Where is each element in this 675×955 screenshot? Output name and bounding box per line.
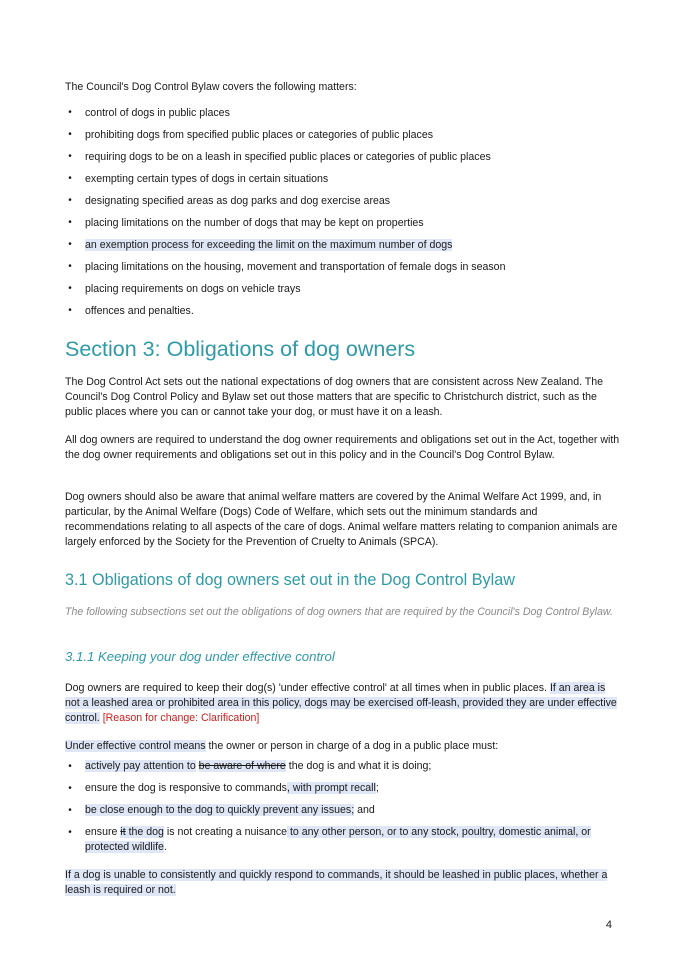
list-item: • designating specified areas as dog parks and dog exercise areas [65,190,620,212]
bullet-icon: • [68,261,72,272]
definition-paragraph: Under effective control means the owner or person in charge of a dog in a public place must: [65,740,499,752]
added-text: an exemption process for exceeding the limit on the maximum number of dogs [85,239,453,251]
section-3-heading: Section 3: Obligations of dog owners [65,337,416,361]
added-text: the dog [125,826,164,838]
list-item: • exempting certain types of dogs in certain situations [65,168,620,190]
effective-control-list [65,759,620,855]
added-text: , with prompt recall [286,782,376,794]
list-item: • be close enough to the dog to quickly prevent any issues; and [65,803,620,818]
bullet-icon: • [68,217,72,228]
added-text: actively pay attention to [85,760,196,772]
bullet-icon: • [68,107,72,118]
bullet-icon: • [68,761,72,772]
section-3-paragraph-3: Dog owners should also be aware that animal welfare matters are covered by the Animal Welfare Act 1999, and, in particular, by the Animal Welfare (Dogs) Code of Welfare, which sets out the minimum standards and recommendations relating to all aspects of the care of dogs. Animal welfare matters relating to companion animals are largely enforced by the Society for the Prevention of Cruelty to Animals (SPCA). [65,491,618,548]
section-3-paragraph-1: The Dog Control Act sets out the national expectations of dog owners that are consistent across New Zealand. The Council's Dog Control Policy and Bylaw set out those matters that are specific to Christchurch district, such as the public places where you can or cannot take your dog, or must have it on a leash. [65,376,604,418]
bullet-icon: • [68,805,72,816]
list-item: • ensure the dog is responsive to commands, with prompt recall; [65,781,620,796]
list-item: • placing limitations on the housing, movement and transportation of female dogs in season [65,256,620,278]
added-text: If an area is not a leashed area or prohibited area in this policy, dogs may be exercised off-leash, provided they are under effective control. [65,682,617,724]
list-item [65,234,620,256]
bullet-icon: • [68,283,72,294]
added-text: Under effective control means [65,740,206,752]
bullet-icon: • [68,305,72,316]
bullet-icon: • [68,129,72,140]
deleted-text: it [120,826,126,838]
added-text: be close enough to the dog to quickly prevent any issues; [85,804,355,816]
effective-control-paragraph: Dog owners are required to keep their dog(s) 'under effective control' at all times when in public places. If an area is not a leashed area or prohibited area in this policy, dogs may be exercised off-leash, provided they are under effective control. [Reason for change: Clarification] [65,682,617,724]
added-text: to any other person, or to any stock, poultry, domestic animal, or protected wildlife [85,826,591,853]
bullet-icon: • [68,151,72,162]
list-item: • offences and penalties. [65,300,620,322]
list-item: • control of dogs in public places [65,102,620,124]
section-3-1-1-heading: 3.1.1 Keeping your dog under effective control [65,649,335,664]
bullet-icon: • [68,827,72,838]
list-item: • placing limitations on the number of dogs that may be kept on properties [65,212,620,234]
page-number: 4 [605,919,612,931]
deleted-text: be aware of where [198,760,286,772]
list-item: • requiring dogs to be on a leash in specified public places or categories of public places [65,146,620,168]
section-3-1-note: The following subsections set out the obligations of dog owners that are required by the Council's Dog Control Bylaw. [65,606,613,618]
bullet-icon: • [68,783,72,794]
list-item: • prohibiting dogs from specified public places or categories of public places [65,124,620,146]
list-item: • ensure it the dog is not creating a nuisance to any other person, or to any stock, poultry, domestic animal, or protected wildlife. [65,825,620,855]
section-3-1-heading: 3.1 Obligations of dog owners set out in the Dog Control Bylaw [65,571,515,589]
section-3-paragraph-2: All dog owners are required to understand the dog owner requirements and obligations set out in the Act, together with the dog owner requirements and obligations set out in this policy and in the Council's Dog Control Bylaw. [65,434,620,461]
intro-paragraph: The Council's Dog Control Bylaw covers the following matters: [65,81,357,93]
bullet-icon: • [68,195,72,206]
list-item: • actively pay attention to be aware of where the dog is and what it is doing; [65,759,620,774]
bullet-icon: • [68,239,72,250]
bullet-icon: • [68,173,72,184]
bylaw-matters-list [65,102,620,322]
list-item: • placing requirements on dogs on vehicle trays [65,278,620,300]
reason-for-change: [Reason for change: Clarification] [102,712,260,724]
leash-paragraph [65,868,620,898]
added-text: If a dog is unable to consistently and quickly respond to commands, it should be leashed in public places, whether a leash is required or not. [65,869,608,896]
